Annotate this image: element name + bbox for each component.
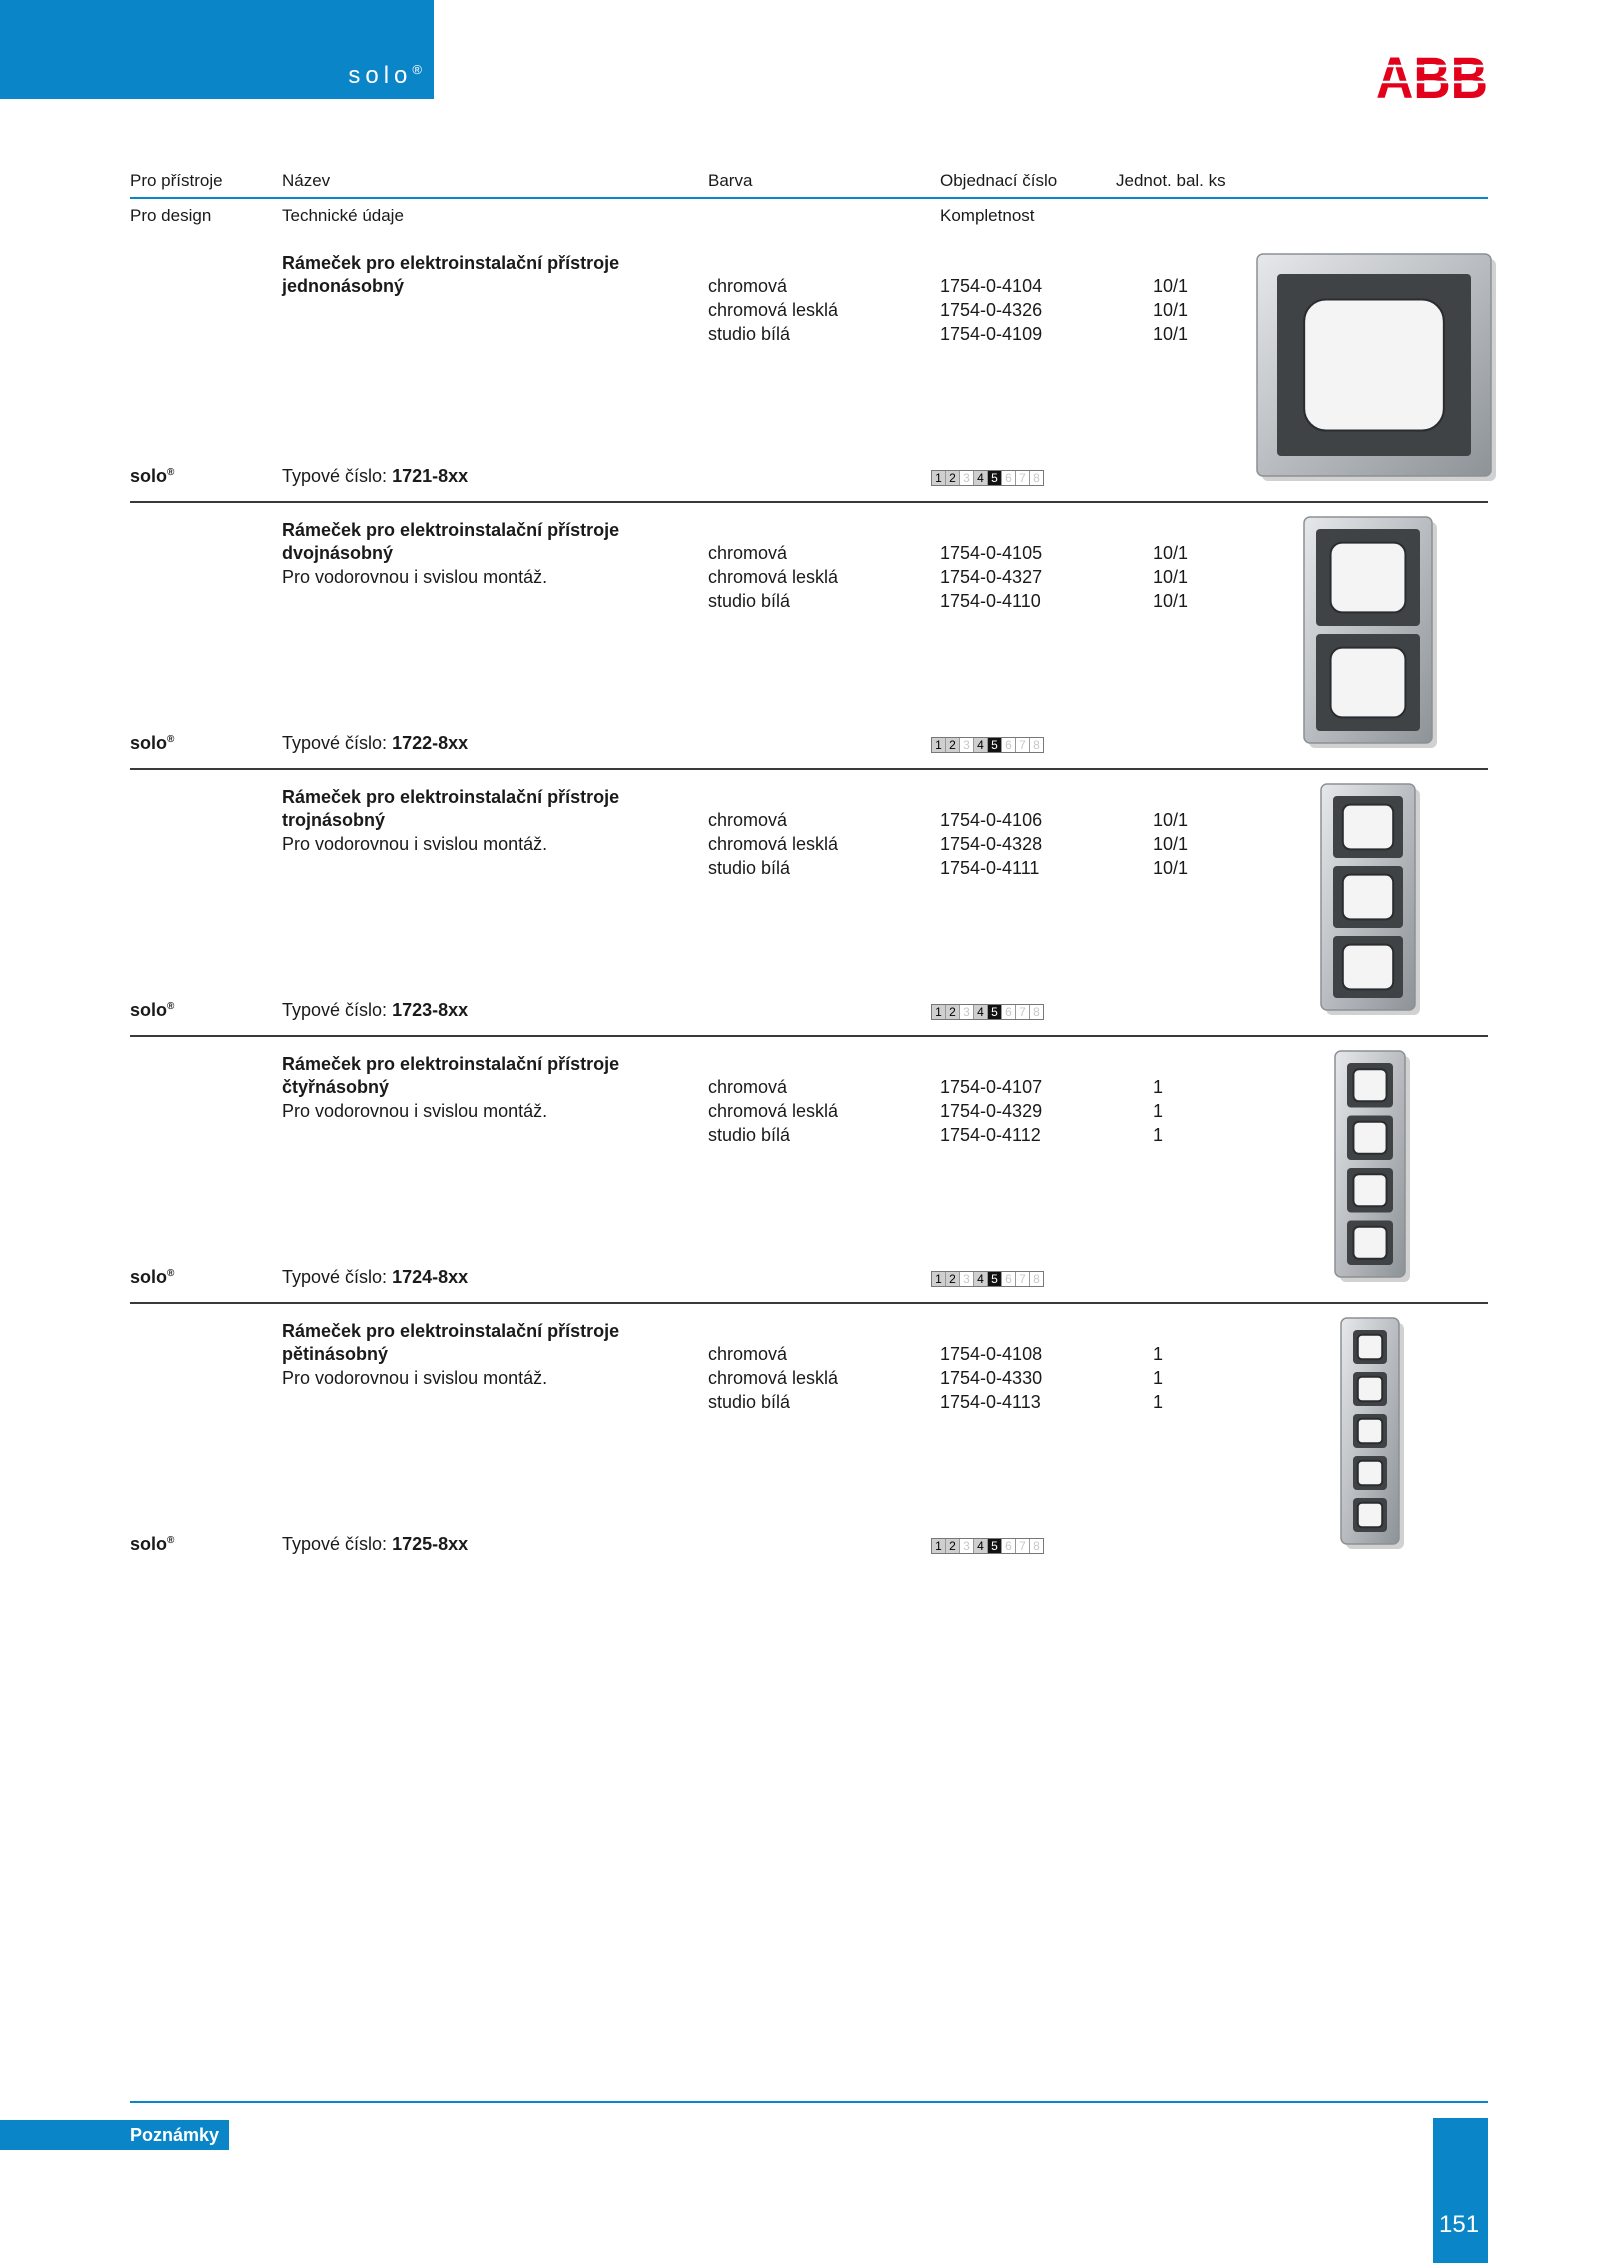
completeness-digit: 6 xyxy=(1002,1539,1016,1553)
completeness-digit: 3 xyxy=(960,1539,974,1553)
completeness-digit: 7 xyxy=(1016,1272,1030,1286)
completeness-digit: 1 xyxy=(932,1272,946,1286)
type-number: Typové číslo: 1724-8xx xyxy=(282,1267,469,1287)
frame-image xyxy=(1341,1318,1405,1550)
col-header-design: Pro design xyxy=(130,206,212,225)
header-divider xyxy=(130,197,1488,199)
section-divider xyxy=(130,768,1488,770)
completeness-digit: 5 xyxy=(988,738,1002,752)
completeness-digit: 1 xyxy=(932,471,946,485)
pack-cell: 1 xyxy=(1153,1368,1164,1388)
order-number-cell: 1754-0-4110 xyxy=(940,591,1041,611)
completeness-digit: 6 xyxy=(1002,738,1016,752)
col-header-name: Název xyxy=(282,171,331,190)
completeness-digit: 8 xyxy=(1030,471,1043,485)
order-number-cell: 1754-0-4329 xyxy=(940,1101,1043,1121)
completeness-digit: 4 xyxy=(974,471,988,485)
product-title: Rámeček pro elektroinstalační přístroje xyxy=(282,253,620,273)
color-cell: chromová lesklá xyxy=(708,834,839,854)
product-title: Rámeček pro elektroinstalační přístroje xyxy=(282,787,620,807)
color-cell: chromová xyxy=(708,1344,788,1364)
color-cell: chromová lesklá xyxy=(708,300,839,320)
completeness-digit: 2 xyxy=(946,738,960,752)
col-header-device: Pro přístroje xyxy=(130,171,223,190)
pack-cell: 1 xyxy=(1153,1101,1164,1121)
product-note: Pro vodorovnou i svislou montáž. xyxy=(282,1101,548,1121)
product-section xyxy=(0,248,1600,513)
color-cell: chromová xyxy=(708,1077,788,1097)
footer-divider xyxy=(130,2101,1488,2103)
color-cell: chromová lesklá xyxy=(708,1101,839,1121)
order-number-cell: 1754-0-4327 xyxy=(940,567,1043,587)
completeness-digit: 5 xyxy=(988,1272,1002,1286)
completeness-digit: 1 xyxy=(932,1005,946,1019)
order-number-cell: 1754-0-4107 xyxy=(940,1077,1043,1097)
completeness-indicator xyxy=(931,470,1044,486)
color-cell: studio bílá xyxy=(708,591,791,611)
completeness-digit: 4 xyxy=(974,1005,988,1019)
completeness-digit: 8 xyxy=(1030,1272,1043,1286)
completeness-digit: 7 xyxy=(1016,1005,1030,1019)
completeness-digit: 2 xyxy=(946,471,960,485)
color-cell: studio bílá xyxy=(708,1392,791,1412)
product-section xyxy=(0,1316,1600,1581)
product-subtitle: pětinásobný xyxy=(282,1344,389,1364)
completeness-indicator xyxy=(931,1271,1044,1287)
completeness-digit: 2 xyxy=(946,1272,960,1286)
product-subtitle: jednonásobný xyxy=(282,276,405,296)
product-note: Pro vodorovnou i svislou montáž. xyxy=(282,1368,548,1388)
type-number: Typové číslo: 1725-8xx xyxy=(282,1534,469,1554)
order-number-cell: 1754-0-4326 xyxy=(940,300,1043,320)
completeness-digit: 8 xyxy=(1030,738,1043,752)
design-label: solo® xyxy=(130,1534,175,1554)
color-cell: chromová xyxy=(708,543,788,563)
completeness-digit: 3 xyxy=(960,1005,974,1019)
pack-cell: 10/1 xyxy=(1153,300,1189,320)
col-header-pack: Jednot. bal. ks xyxy=(1116,171,1226,190)
section-divider xyxy=(130,1302,1488,1304)
pack-cell: 10/1 xyxy=(1153,810,1189,830)
completeness-digit: 3 xyxy=(960,471,974,485)
product-title: Rámeček pro elektroinstalační přístroje xyxy=(282,1054,620,1074)
product-title: Rámeček pro elektroinstalační přístroje xyxy=(282,520,620,540)
order-number-cell: 1754-0-4108 xyxy=(940,1344,1043,1364)
page-number: 151 xyxy=(1439,2211,1480,2238)
notes-tag xyxy=(0,2120,229,2150)
order-number-cell: 1754-0-4105 xyxy=(940,543,1043,563)
order-number-cell: 1754-0-4330 xyxy=(940,1368,1043,1388)
type-number: Typové číslo: 1723-8xx xyxy=(282,1000,469,1020)
pack-cell: 1 xyxy=(1153,1392,1164,1412)
completeness-digit: 8 xyxy=(1030,1539,1043,1553)
brand-label: solo® xyxy=(348,62,422,89)
section-divider xyxy=(130,501,1488,503)
design-label: solo® xyxy=(130,1267,175,1287)
color-cell: chromová xyxy=(708,276,788,296)
pack-cell: 1 xyxy=(1153,1344,1164,1364)
product-section xyxy=(0,1049,1600,1314)
completeness-indicator xyxy=(931,1538,1044,1554)
completeness-digit: 6 xyxy=(1002,1272,1016,1286)
type-number: Typové číslo: 1721-8xx xyxy=(282,466,469,486)
pack-cell: 1 xyxy=(1153,1125,1164,1145)
abb-logo-text: ABB xyxy=(1376,46,1488,111)
product-section xyxy=(0,782,1600,1047)
pack-cell: 10/1 xyxy=(1153,567,1189,587)
design-label: solo® xyxy=(130,1000,175,1020)
completeness-digit: 2 xyxy=(946,1539,960,1553)
completeness-digit: 3 xyxy=(960,738,974,752)
completeness-digit: 7 xyxy=(1016,738,1030,752)
color-cell: chromová lesklá xyxy=(708,1368,839,1388)
completeness-digit: 5 xyxy=(988,1005,1002,1019)
product-section xyxy=(0,515,1600,780)
color-cell: chromová lesklá xyxy=(708,567,839,587)
completeness-digit: 2 xyxy=(946,1005,960,1019)
section-divider xyxy=(130,1035,1488,1037)
product-title: Rámeček pro elektroinstalační přístroje xyxy=(282,1321,620,1341)
pack-cell: 10/1 xyxy=(1153,543,1189,563)
type-number: Typové číslo: 1722-8xx xyxy=(282,733,469,753)
col-header-completeness: Kompletnost xyxy=(940,206,1035,225)
col-header-order: Objednací číslo xyxy=(940,171,1058,190)
abb-logo xyxy=(1376,46,1488,111)
completeness-digit: 3 xyxy=(960,1272,974,1286)
frame-image xyxy=(1335,1051,1411,1283)
notes-label: Poznámky xyxy=(129,2125,219,2145)
col-header-color: Barva xyxy=(708,171,753,190)
design-label: solo® xyxy=(130,733,175,753)
order-number-cell: 1754-0-4112 xyxy=(940,1125,1041,1145)
frame-image xyxy=(1321,784,1421,1016)
product-subtitle: dvojnásobný xyxy=(282,543,394,563)
order-number-cell: 1754-0-4113 xyxy=(940,1392,1041,1412)
order-number-cell: 1754-0-4106 xyxy=(940,810,1043,830)
pack-cell: 10/1 xyxy=(1153,276,1189,296)
completeness-digit: 1 xyxy=(932,738,946,752)
order-number-cell: 1754-0-4111 xyxy=(940,858,1040,878)
completeness-digit: 6 xyxy=(1002,1005,1016,1019)
pack-cell: 1 xyxy=(1153,1077,1164,1097)
pack-cell: 10/1 xyxy=(1153,834,1189,854)
completeness-digit: 8 xyxy=(1030,1005,1043,1019)
completeness-digit: 4 xyxy=(974,1539,988,1553)
completeness-digit: 4 xyxy=(974,738,988,752)
product-subtitle: čtyřnásobný xyxy=(282,1077,390,1097)
color-cell: studio bílá xyxy=(708,858,791,878)
product-note: Pro vodorovnou i svislou montáž. xyxy=(282,567,548,587)
brand-tab xyxy=(0,0,434,99)
order-number-cell: 1754-0-4109 xyxy=(940,324,1043,344)
completeness-indicator xyxy=(931,737,1044,753)
frame-image xyxy=(1257,254,1497,482)
order-number-cell: 1754-0-4328 xyxy=(940,834,1043,854)
col-header-tech: Technické údaje xyxy=(282,206,404,225)
completeness-digit: 5 xyxy=(988,471,1002,485)
color-cell: studio bílá xyxy=(708,1125,791,1145)
pack-cell: 10/1 xyxy=(1153,858,1189,878)
color-cell: chromová xyxy=(708,810,788,830)
completeness-indicator xyxy=(931,1004,1044,1020)
completeness-digit: 7 xyxy=(1016,1539,1030,1553)
completeness-digit: 5 xyxy=(988,1539,1002,1553)
design-label: solo® xyxy=(130,466,175,486)
page-tab xyxy=(1433,2118,1488,2263)
completeness-digit: 4 xyxy=(974,1272,988,1286)
color-cell: studio bílá xyxy=(708,324,791,344)
frame-image xyxy=(1304,517,1438,749)
completeness-digit: 7 xyxy=(1016,471,1030,485)
completeness-digit: 6 xyxy=(1002,471,1016,485)
product-note: Pro vodorovnou i svislou montáž. xyxy=(282,834,548,854)
pack-cell: 10/1 xyxy=(1153,591,1189,611)
pack-cell: 10/1 xyxy=(1153,324,1189,344)
completeness-digit: 1 xyxy=(932,1539,946,1553)
product-subtitle: trojnásobný xyxy=(282,810,386,830)
order-number-cell: 1754-0-4104 xyxy=(940,276,1043,296)
